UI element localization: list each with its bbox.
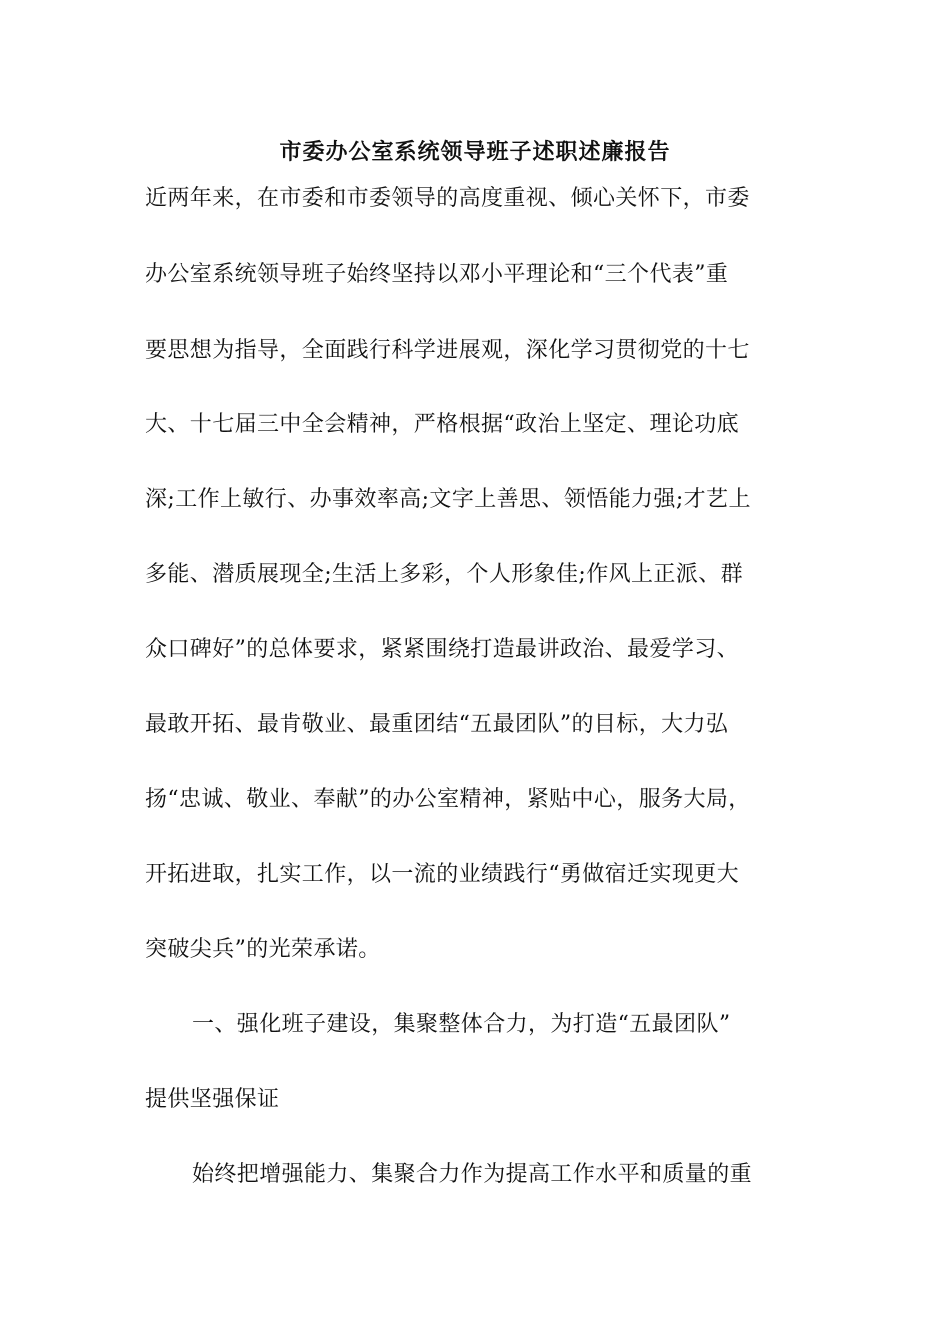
paragraph-line: 大、十七届三中全会精神，严格根据“政治上坚定、理论功底 <box>145 412 740 437</box>
section-heading-line: 提供坚强保证 <box>145 1087 280 1112</box>
paragraph-line: 众口碑好”的总体要求，紧紧围绕打造最讲政治、最爱学习、 <box>145 637 740 662</box>
section-heading-line: 一、强化班子建设，集聚整体合力，为打造“五最团队” <box>192 1012 731 1037</box>
paragraph-line: 开拓进取，扎实工作，以一流的业绩践行“勇做宿迁实现更大 <box>145 862 740 887</box>
paragraph-line: 办公室系统领导班子始终坚持以邓小平理论和“三个代表”重 <box>145 262 729 287</box>
document-title: 市委办公室系统领导班子述职述廉报告 <box>279 139 671 165</box>
paragraph-line: 近两年来，在市委和市委领导的高度重视、倾心关怀下，市委 <box>145 186 750 211</box>
paragraph-line: 深;工作上敏行、办事效率高;文字上善思、领悟能力强;才艺上 <box>145 487 751 512</box>
paragraph-line: 始终把增强能力、集聚合力作为提高工作水平和质量的重 <box>192 1162 753 1187</box>
paragraph-line: 多能、潜质展现全;生活上多彩，个人形象佳;作风上正派、群 <box>145 562 744 587</box>
paragraph-line: 要思想为指导，全面践行科学进展观，深化学习贯彻党的十七 <box>145 338 750 363</box>
paragraph-line: 扬“忠诚、敬业、奉献”的办公室精神，紧贴中心，服务大局， <box>145 787 751 812</box>
paragraph-line: 突破尖兵”的光荣承诺。 <box>145 937 381 962</box>
paragraph-line: 最敢开拓、最肯敬业、最重团结“五最团队”的目标，大力弘 <box>145 712 729 737</box>
